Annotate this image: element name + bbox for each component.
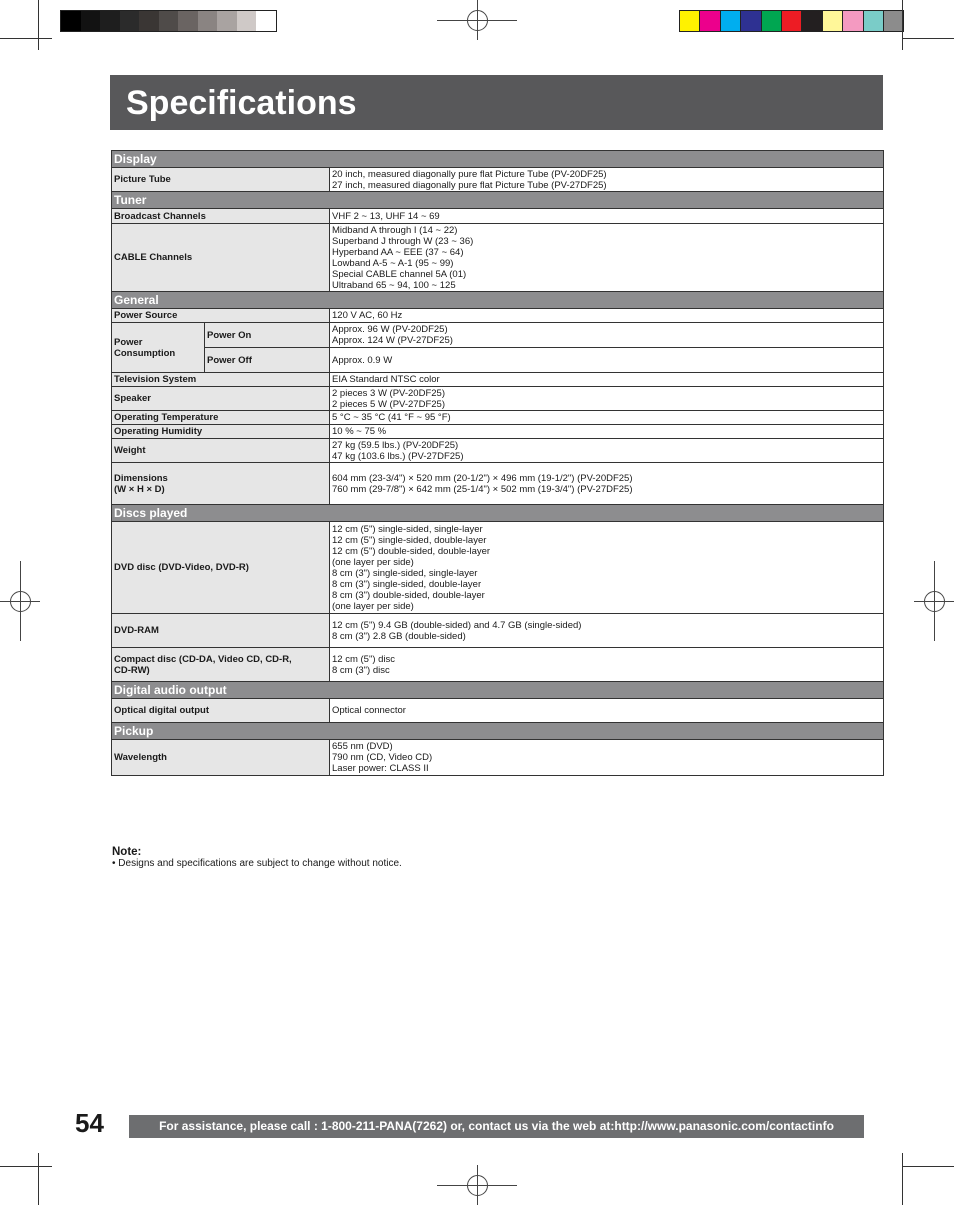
color-swatch xyxy=(802,11,822,31)
crop-mark xyxy=(0,38,52,39)
spec-value: 12 cm (5") disc 8 cm (3") disc xyxy=(330,648,884,682)
crop-mark xyxy=(902,38,954,39)
specifications-table xyxy=(111,150,884,776)
spec-label: Wavelength xyxy=(112,740,330,776)
color-swatch xyxy=(762,11,782,31)
spec-value: 120 V AC, 60 Hz xyxy=(330,309,884,323)
spec-row xyxy=(112,648,884,682)
spec-sublabel: Power On xyxy=(205,323,330,348)
spec-label: Power Consumption xyxy=(112,323,205,373)
spec-value: 655 nm (DVD) 790 nm (CD, Video CD) Laser power: CLASS II xyxy=(330,740,884,776)
spec-value: Approx. 0.9 W xyxy=(330,348,884,373)
spec-row xyxy=(112,411,884,425)
spec-label: Television System xyxy=(112,373,330,387)
spec-label: Weight xyxy=(112,439,330,463)
crop-mark xyxy=(38,1153,39,1205)
assistance-footer: For assistance, please call : 1-800-211-PANA(7262) or, contact us via the web at:http://www.panasonic.com/contactinfo xyxy=(129,1115,864,1138)
spec-value: 604 mm (23-3/4") × 520 mm (20-1/2") × 496 mm (19-1/2") (PV-20DF25) 760 mm (29-7/8") × 642 mm (25-1/4") × 502 mm (19-3/4") (PV-27DF25) xyxy=(330,463,884,505)
note-title: Note: xyxy=(112,846,142,858)
gray-swatch xyxy=(256,11,276,31)
spec-label: Operating Temperature xyxy=(112,411,330,425)
spec-value: VHF 2 ~ 13, UHF 14 ~ 69 xyxy=(330,209,884,224)
crop-mark xyxy=(902,0,903,50)
spec-row xyxy=(112,522,884,614)
spec-label: Picture Tube xyxy=(112,168,330,192)
spec-sublabel: Power Off xyxy=(205,348,330,373)
color-swatch xyxy=(680,11,700,31)
spec-value: EIA Standard NTSC color xyxy=(330,373,884,387)
color-swatch xyxy=(843,11,863,31)
color-swatch xyxy=(700,11,720,31)
spec-row xyxy=(112,348,884,373)
gray-swatch xyxy=(120,11,140,31)
section-header-tuner: Tuner xyxy=(112,192,884,209)
spec-label: Operating Humidity xyxy=(112,425,330,439)
spec-row xyxy=(112,309,884,323)
crop-mark xyxy=(0,1166,52,1167)
spec-label: Speaker xyxy=(112,387,330,411)
spec-value: 12 cm (5") single-sided, single-layer 12 cm (5") single-sided, double-layer 12 cm (5") double-sided, double-layer (one layer per side) 8 cm (3") single-sided, single-layer 8 cm (3") single-sided, double-layer 8 cm (3") double-sided, double-layer (one layer per side) xyxy=(330,522,884,614)
gray-swatch xyxy=(81,11,101,31)
spec-label: DVD-RAM xyxy=(112,614,330,648)
registration-crosshair-icon xyxy=(437,1165,517,1205)
spec-label: Power Source xyxy=(112,309,330,323)
gray-swatch xyxy=(217,11,237,31)
color-swatch xyxy=(721,11,741,31)
color-swatch xyxy=(884,11,903,31)
spec-label: Optical digital output xyxy=(112,699,330,723)
spec-label: Broadcast Channels xyxy=(112,209,330,224)
spec-label: DVD disc (DVD-Video, DVD-R) xyxy=(112,522,330,614)
crop-mark xyxy=(902,1166,954,1167)
gray-swatch xyxy=(100,11,120,31)
gray-swatch xyxy=(178,11,198,31)
section-header-pickup: Pickup xyxy=(112,723,884,740)
title-banner xyxy=(110,75,883,130)
spec-row xyxy=(112,209,884,224)
spec-value: 20 inch, measured diagonally pure flat Picture Tube (PV-20DF25) 27 inch, measured diagonally pure flat Picture Tube (PV-27DF25) xyxy=(330,168,884,192)
gray-swatch xyxy=(198,11,218,31)
spec-row xyxy=(112,168,884,192)
spec-row xyxy=(112,614,884,648)
crop-mark xyxy=(38,0,39,50)
note xyxy=(112,846,402,869)
color-swatch xyxy=(782,11,802,31)
section-header-digital-audio-output: Digital audio output xyxy=(112,682,884,699)
gray-swatch xyxy=(237,11,257,31)
page-title: Specifications xyxy=(126,84,357,122)
color-swatch xyxy=(864,11,884,31)
spec-value: Approx. 96 W (PV-20DF25) Approx. 124 W (PV-27DF25) xyxy=(330,323,884,348)
registration-crosshair-icon xyxy=(0,561,40,641)
page-number: 54 xyxy=(75,1108,104,1138)
spec-row xyxy=(112,425,884,439)
spec-label: CABLE Channels xyxy=(112,224,330,292)
grayscale-registration-strip xyxy=(60,10,277,32)
spec-row xyxy=(112,699,884,723)
spec-value: Midband A through I (14 ~ 22) Superband J through W (23 ~ 36) Hyperband AA ~ EEE (37 ~ 64) Lowband A-5 ~ A-1 (95 ~ 99) Special CABLE channel 5A (01) Ultraband 65 ~ 94, 100 ~ 125 xyxy=(330,224,884,292)
spec-value: 10 % ~ 75 % xyxy=(330,425,884,439)
crop-mark xyxy=(902,1153,903,1205)
spec-label: Compact disc (CD-DA, Video CD, CD-R, CD-RW) xyxy=(112,648,330,682)
spec-row xyxy=(112,439,884,463)
spec-row xyxy=(112,373,884,387)
registration-crosshair-icon xyxy=(437,0,517,40)
spec-row xyxy=(112,323,884,348)
spec-row xyxy=(112,463,884,505)
spec-value: 12 cm (5") 9.4 GB (double-sided) and 4.7 GB (single-sided) 8 cm (3") 2.8 GB (double-sided) xyxy=(330,614,884,648)
gray-swatch xyxy=(61,11,81,31)
gray-swatch xyxy=(139,11,159,31)
spec-row xyxy=(112,387,884,411)
spec-value: 27 kg (59.5 lbs.) (PV-20DF25) 47 kg (103.6 lbs.) (PV-27DF25) xyxy=(330,439,884,463)
color-swatch xyxy=(741,11,761,31)
spec-label: Dimensions (W × H × D) xyxy=(112,463,330,505)
spec-value: 5 °C ~ 35 °C (41 °F ~ 95 °F) xyxy=(330,411,884,425)
registration-crosshair-icon xyxy=(914,561,954,641)
color-swatch xyxy=(823,11,843,31)
section-header-discs-played: Discs played xyxy=(112,505,884,522)
spec-row xyxy=(112,740,884,776)
section-header-general: General xyxy=(112,292,884,309)
gray-swatch xyxy=(159,11,179,31)
section-header-display: Display xyxy=(112,151,884,168)
note-text: • Designs and specifications are subject to change without notice. xyxy=(112,858,402,869)
spec-row xyxy=(112,224,884,292)
color-registration-strip xyxy=(679,10,904,32)
spec-value: Optical connector xyxy=(330,699,884,723)
spec-value: 2 pieces 3 W (PV-20DF25) 2 pieces 5 W (PV-27DF25) xyxy=(330,387,884,411)
